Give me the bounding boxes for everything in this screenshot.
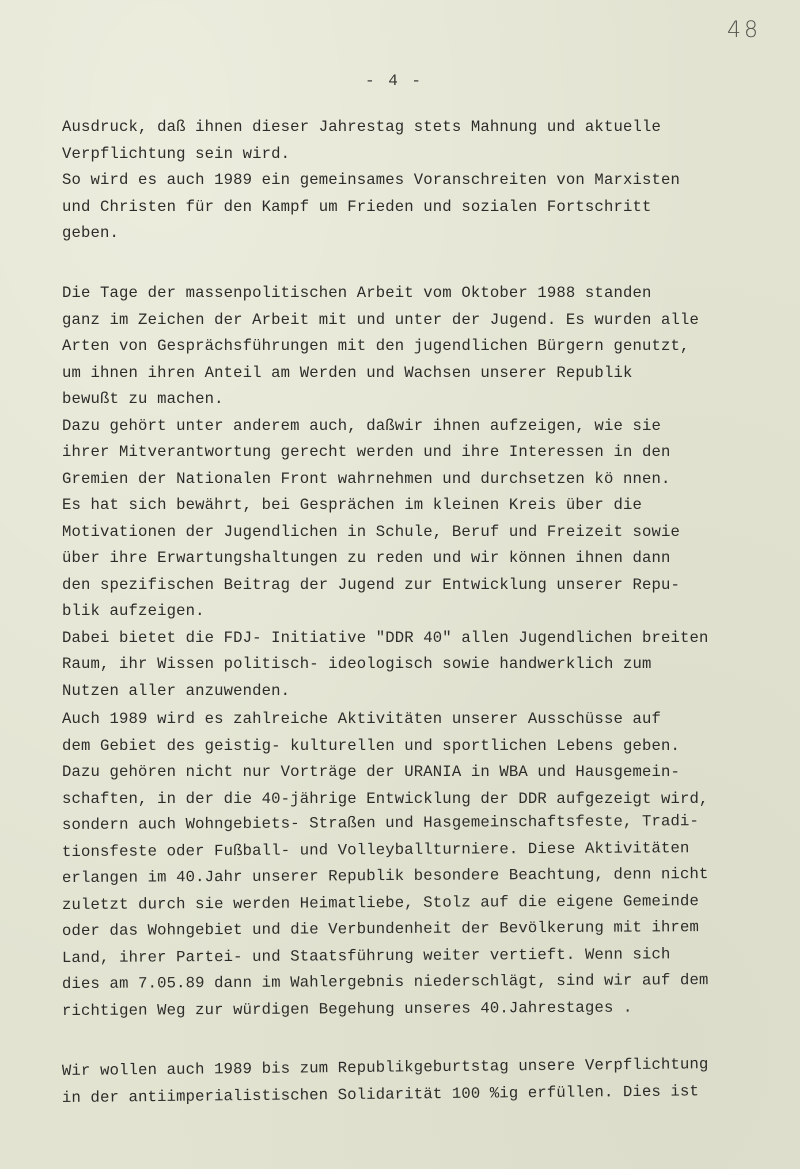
paragraph-2 xyxy=(62,280,782,704)
archive-page-number: 48 xyxy=(727,18,761,43)
paragraph-3 xyxy=(62,706,782,1024)
text-line: Auch 1989 wird es zahlreiche Aktivitäten unserer Ausschüsse auf xyxy=(62,710,661,728)
text-line: Dazu gehört unter anderem auch, daßwir ihnen aufzeigen, wie sie xyxy=(62,416,661,435)
text-line: Dabei bietet die FDJ- Initiative "DDR 40" allen Jugendlichen breiten xyxy=(62,628,709,647)
text-line: erlangen im 40.Jahr unserer Republik besondere Beachtung, denn nicht xyxy=(61,865,709,887)
paragraph-4 xyxy=(61,1055,782,1111)
text-line: Raum, ihr Wissen politisch- ideologisch sowie handwerklich zum xyxy=(62,655,652,673)
text-line: tionsfeste oder Fußball- und Volleyballturniere. Diese Aktivitäten xyxy=(61,838,690,861)
text-line: Arten von Gesprächsführungen mit den jugendlichen Bürgern genutzt, xyxy=(62,337,690,355)
text-line: blik aufzeigen. xyxy=(62,602,205,620)
text-line: Ausdruck, daß ihnen dieser Jahrestag stets Mahnung und aktuelle xyxy=(62,118,661,136)
text-line: geben. xyxy=(62,224,120,242)
text-line: So wird es auch 1989 ein gemeinsames Voranschreiten von Marxisten xyxy=(62,171,681,189)
text-line: Dazu gehören nicht nur Vorträge der URANIA in WBA und Hausgemein- xyxy=(62,763,681,781)
text-line: Land, ihrer Partei- und Staatsführung weiter vertieft. Wenn sich xyxy=(61,944,671,967)
text-line: oder das Wohngebiet und die Verbundenheit der Bevölkerung mit ihrem xyxy=(61,918,700,940)
text-line: den spezifischen Beitrag der Jugend zur Entwicklung unserer Repu- xyxy=(62,575,681,594)
text-line: Gremien der Nationalen Front wahrnehmen und durchsetzen kö nnen. xyxy=(62,469,671,488)
text-line: schaften, in der die 40-jährige Entwicklung der DDR aufgezeigt wird, xyxy=(62,789,709,808)
text-line: zuletzt durch sie werden Heimatliebe, Stolz auf die eigene Gemeinde xyxy=(61,891,700,914)
text-line: und Christen für den Kampf um Frieden und sozialen Fortschritt xyxy=(62,197,652,216)
text-line: dem Gebiet des geistig- kulturellen und sportlichen Lebens geben. xyxy=(62,736,681,755)
text-line: Nutzen aller anzuwenden. xyxy=(62,681,291,700)
text-line: sondern auch Wohngebiets- Straßen und Hasgemeinschaftsfeste, Tradi- xyxy=(61,812,700,834)
text-line: Es hat sich bewährt, bei Gesprächen im kleinen Kreis über die xyxy=(62,496,642,514)
text-line: ihrer Mitverantwortung gerecht werden und ihre Interessen in den xyxy=(62,443,671,461)
text-line: Verpflichtung sein wird. xyxy=(62,144,291,163)
text-line: über ihre Erwartungshaltungen zu reden und wir können ihnen dann xyxy=(62,549,671,567)
text-line: um ihnen ihren Anteil am Werden und Wachsen unserer Republik xyxy=(62,363,633,382)
page-number: - 4 - xyxy=(365,72,424,90)
text-line: Wir wollen auch 1989 bis zum Republikgeburtstag unsere Verpflichtung xyxy=(61,1055,709,1080)
text-line: dies am 7.05.89 dann im Wahlergebnis niederschlägt, sind wir auf dem xyxy=(61,971,709,993)
text-line: Die Tage der massenpolitischen Arbeit vom Oktober 1988 standen xyxy=(62,284,652,302)
text-line: in der antiimperialistischen Solidarität 100 %ig erfüllen. Dies ist xyxy=(61,1081,700,1107)
text-line: richtigen Weg zur würdigen Begehung unseres 40.Jahrestages . xyxy=(61,998,633,1020)
text-line: bewußt zu machen. xyxy=(62,390,224,408)
paragraph-1 xyxy=(62,114,782,247)
text-line: ganz im Zeichen der Arbeit mit und unter der Jugend. Es wurden alle xyxy=(62,310,700,329)
text-line: Motivationen der Jugendlichen in Schule, Beruf und Freizeit sowie xyxy=(62,522,681,541)
